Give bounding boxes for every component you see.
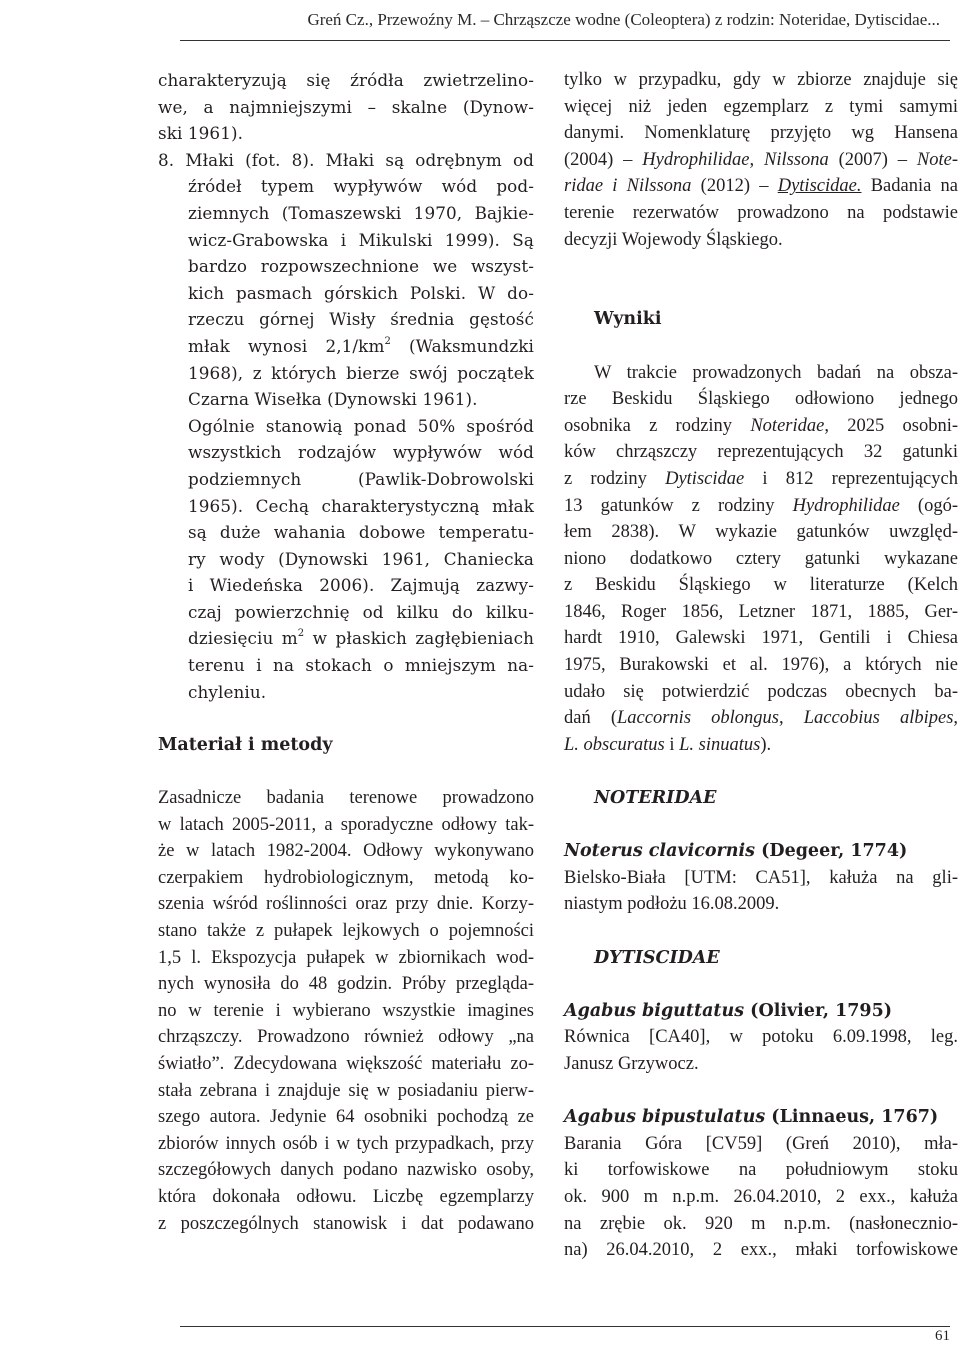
text-line [564,173,958,200]
text-fragment: osobnika z rodziny [564,415,751,436]
text-fragment: (2004) – [564,149,643,170]
text-fragment: i [664,734,680,755]
text-line: szczegółowych danych podano nazwisko osoby, [158,1160,534,1181]
text-line: bardzo rozpowszechnione we wszyst- [188,256,534,277]
text-fragment: (Waksmundzki [390,335,534,356]
text-line: Janusz Grzywocz. [564,1053,699,1074]
text-line: czaj powierzchnię od kilku do kilku- [188,601,534,622]
text-line: na) 26.04.2010, 2 exx., młaki torfowiskowe [564,1240,958,1261]
text-line [564,466,958,493]
spacer [564,758,958,785]
family-heading-dytiscidae: DYTISCIDAE [594,947,720,968]
text-line: ziemnych (Tomaszewski 1970, Bajkie- [188,202,534,223]
text-line: danymi. Nomenklaturę przyjęto wg Hansena [564,123,958,144]
text-line: czerpakiem hydrobiologicznym, metodą ko- [158,867,534,888]
text-line [564,493,958,520]
species-heading [564,998,958,1025]
spacer [564,971,958,998]
text-fragment: młak wynosi 2,1/km [188,335,385,356]
text-line: światło”. Zdecydowana większość materiału zo- [158,1053,534,1074]
text-line: Równica [CA40], w potoku 6.09.1998, leg. [564,1027,958,1048]
text-line [158,333,534,360]
page-number: 61 [935,1328,950,1344]
text-line: że w latach 1982-2004. Odłowy wykonywano [158,841,534,862]
text-line [564,147,958,174]
text-line: Ogólnie stanowią ponad 50% spośród [188,415,534,436]
text-line [564,705,958,732]
text-line: hardt 1910, Galewski 1971, Gentili i Chiesa [564,628,958,649]
text-fragment: Badania na [861,176,959,197]
text-fragment: (2007) – [828,149,917,170]
text-fragment: i 812 reprezentujących [744,468,958,489]
text-line: zbiorów innych osób i w tych przypadkach, przy [158,1133,534,1154]
taxon-name: Dytiscidae [665,468,745,489]
text-line: rze Beskidu Śląskiego odłowiono jednego [564,389,958,410]
left-column [158,67,534,1237]
text-line: ok. 900 m n.p.m. 26.04.2010, 2 exx., kałuża [564,1186,958,1207]
text-fragment: 13 gatunków z rodziny [564,495,793,516]
taxon-name: Note- [916,149,958,170]
text-line: szenia wśród roślinności oraz przy dnie. Korzy- [158,894,534,915]
section-heading-methods: Materiał i metody [158,734,333,755]
footer-rule [180,1326,950,1327]
right-column [564,67,958,1264]
taxon-name: L. sinuatus [679,734,761,755]
text-line: 1975, Burakowski et al. 1976), a których nie [564,655,958,676]
text-line: Barania Góra [CV59] (Greń 2010), mła- [564,1133,958,1154]
text-fragment: dziesięciu m [188,628,298,649]
species-author: (Olivier, 1795) [744,1000,893,1021]
text-line [158,625,534,652]
taxon-name: Noteridae [750,415,825,436]
superscript: 2 [297,628,305,640]
spacer [564,1078,958,1105]
text-line: Czarna Wisełka (Dynowski 1961). [188,389,478,410]
text-line: źródeł typem wypływów wód pod- [188,176,534,197]
spacer [158,758,534,785]
species-name: Agabus bipustulatus [564,1107,766,1128]
spacer [564,280,958,307]
text-line: wszystkich rodzajów wypływów wód [188,442,534,463]
text-line: z poszczególnych stanowisk i dat podawano [158,1213,534,1234]
text-line: 1846, Roger 1856, Letzner 1871, 1885, Ger- [564,601,958,622]
text-line: ki torfowiskowe na południowym stoku [564,1160,958,1181]
text-line: niono dodatkowo cztery gatunki wykazane [564,548,958,569]
taxon-name-link: Dytiscidae. [777,176,862,197]
taxon-name: Laccornis oblongus [617,708,779,729]
spacer [564,812,958,839]
text-line: i Wiedeńska 2006). Zajmują zazwy- [188,575,534,596]
text-line: 1,5 l. Ekspozycja pułapek w zbiornikach wod- [158,947,534,968]
text-line: nych wynosiła do 48 godzin. Próby przeglądа- [158,974,534,995]
spacer [158,705,534,732]
text-line: podziemnych (Pawlik-Dobrowolski [188,468,534,489]
text-line: 1968), z których bierze swój początek [188,362,534,383]
text-line: charakteryzują się źródła zwietrzelino- [158,70,534,90]
text-line [564,413,958,440]
text-fragment: dań ( [564,708,618,729]
species-author: (Linnaeus, 1767) [765,1107,939,1128]
text-line: są duże wahania dobowe temperatu- [188,522,534,543]
text-fragment: (2012) – [691,176,778,197]
text-line [564,732,958,759]
species-name: Noterus clavicornis [564,841,756,862]
text-line: która dokonała odłowu. Liczbę egzemplarzy [158,1186,534,1207]
taxon-name: Hydrophilidae [792,495,900,516]
text-line: ski 1961). [158,123,244,144]
text-line: we, a najmniejszymi – skalne (Dynow- [158,96,534,117]
species-author: (Degeer, 1774) [755,841,908,862]
text-line: terenie rezerwatów prowadzono na podstawie [564,202,958,223]
running-header [180,4,950,44]
superscript: 2 [384,335,391,347]
text-line: Bielsko-Biała [UTM: CA51], kałuża na gli- [564,867,958,888]
text-line: w latach 2005-2011, a sporadyczne odłowy tak- [158,814,534,835]
text-line: ków chrząszczy reprezentujących 32 gatunki [564,442,958,463]
text-line: ry wody (Dynowski 1961, Chaniecka [188,548,534,569]
text-fragment: w płaskich zagłębieniach [304,628,535,649]
spacer [564,253,958,280]
text-line: Zasadnicze badania terenowe prowadzono [158,788,534,809]
section-heading-results: Wyniki [594,309,662,330]
text-line: stała zebrana i znajduje się w posiadaniu pierw- [158,1080,534,1101]
family-heading-noteridae: NOTERIDAE [594,788,717,809]
species-heading [564,1104,958,1131]
text-line: no w terenie i wybierano wszystkie imagines [158,1000,534,1021]
spacer [564,918,958,945]
text-line: wicz-Grabowska i Mikulski 1999). Są [188,229,534,250]
text-fragment: , [779,708,804,729]
text-fragment: z rodziny [564,468,666,489]
text-line: tylko w przypadku, gdy w zbiorze znajduje się [564,70,958,90]
text-line: łem 2838). W wykazie gatunków uwzględ- [564,522,958,543]
species-heading [564,838,958,865]
text-fragment: ). [760,734,772,755]
text-line: szego autora. Jedynie 64 osobniki pochodzą ze [158,1107,534,1128]
text-fragment: (ogó- [899,495,959,516]
text-line: decyzji Wojewody Śląskiego. [564,229,783,250]
taxon-name: Hydrophilidae, Nilssona [642,149,829,170]
text-line: stano także z pułapek lejkowych o pojemności [158,921,534,941]
text-line: z Beskidu Śląskiego w literaturze (Kelch [564,575,958,596]
text-fragment: , [953,708,959,729]
taxon-name: Laccobius albipes [803,708,954,729]
taxon-name: ridae i Nilssona [564,176,692,197]
spacer [564,333,958,360]
species-name: Agabus biguttatus [564,1000,745,1021]
text-line: W trakcie prowadzonych badań na obsza- [594,362,958,383]
text-line: rzeczu górnej Wisły średnia gęstość [188,309,534,330]
text-line: 8. Młaki (fot. 8). Młaki są odrębnym od [158,149,534,170]
running-title: Greń Cz., Przewoźny M. – Chrząszcze wodne (Coleoptera) z rodzin: Noteridae, Dytiscidae... [307,10,940,29]
text-line: kich pasmach górskich Polski. W do- [188,282,534,303]
text-line: udało się potwierdzić podczas obecnych ba- [564,681,958,702]
text-line: chyleniu. [188,681,267,702]
text-line: więcej niż jeden egzemplarz z tymi samymi [564,96,958,117]
text-line: 1965). Cechą charakterystyczną młak [188,495,534,516]
text-line: chrząszczy. Prowadzono również odłowy „na [158,1027,534,1048]
text-fragment: , 2025 osobni- [824,415,959,436]
text-line: niastym podłożu 16.08.2009. [564,894,780,915]
taxon-name: L. obscuratus [564,734,665,755]
text-line: na zrębie ok. 920 m n.p.m. (nasłoneczniо- [564,1213,958,1234]
text-line: terenu i na stokach o mniejszym na- [188,655,534,676]
header-rule [180,40,950,41]
